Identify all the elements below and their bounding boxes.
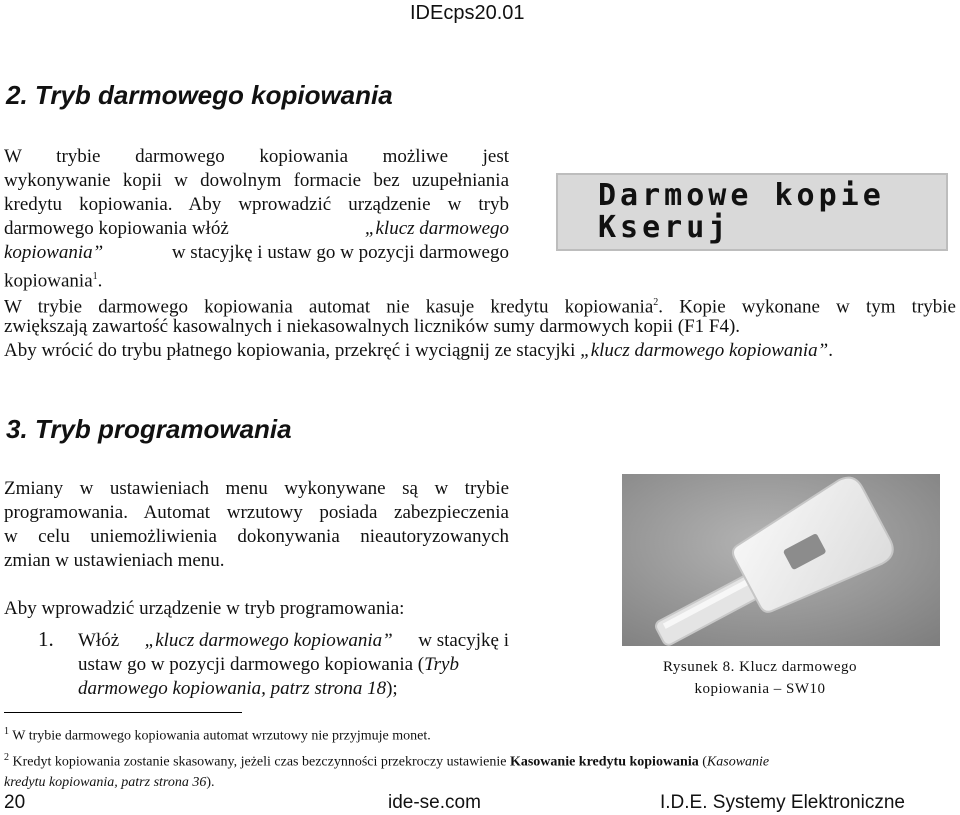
figure-caption-line1: Rysunek 8. Klucz darmowego [662, 659, 858, 675]
section-2-para1-line2: wykonywanie kopii w dowolnym formacie bez uzupełniania [4, 170, 509, 191]
section-2-para1-line3: kredytu kopiowania. Aby wprowadzić urządzenie w tryb [4, 194, 509, 215]
text-span: w stacyjkę i [418, 630, 509, 651]
section-2-para2-line2: zwiększają zawartość kasowalnych i niekasowalnych liczników sumy darmowych kopii (F1 F4). [4, 316, 741, 337]
footnote-text: W trybie darmowego kopiowania automat wrzutowy nie przyjmuje monet. [12, 728, 431, 744]
text-span: . [828, 340, 833, 361]
text-span: Włóż [78, 630, 120, 651]
text-span: kopiowania [4, 270, 93, 292]
list-item-line1 [78, 629, 509, 653]
italic-ref: kredytu kopiowania, patrz strona 36 [4, 774, 207, 790]
key-name-italic: kopiowania” [4, 242, 104, 263]
text-span: ustaw go w pozycji darmowego kopiowania ( [78, 654, 425, 675]
figure-caption-line2: kopiowania – SW10 [694, 681, 826, 697]
section-3-title: 3. Tryb programowania [6, 414, 292, 444]
key-name-italic: „klucz darmowego [364, 218, 509, 239]
footnote-text: Kredyt kopiowania zostanie skasowany, jeżeli czas bezczynności przekroczy ustawienie [12, 754, 507, 770]
text-span: w stacyjkę i ustaw go w pozycji darmowego [171, 242, 509, 263]
section-2-para1-line4 [4, 217, 509, 241]
footnote-ref-2: 2 [653, 297, 659, 308]
text-span: . Kopie wykonane w tym trybie [658, 296, 956, 318]
section-3-para1-line1: Zmiany w ustawieniach menu wykonywane są w trybie [4, 478, 509, 499]
footnote-number: 2 [4, 752, 9, 763]
document-code: IDEcps20.01 [410, 2, 525, 24]
lcd-line-1: Darmowe kopie [598, 178, 885, 213]
key-photo [622, 474, 940, 646]
italic-ref: Kasowanie [706, 754, 770, 770]
footer-company: I.D.E. Systemy Elektroniczne [660, 792, 905, 813]
key-illustration [622, 474, 940, 646]
section-2-title: 2. Tryb darmowego kopiowania [6, 80, 393, 110]
list-item-number: 1. [38, 627, 54, 651]
italic-ref: Tryb [424, 654, 459, 675]
section-2-para1-line5 [4, 241, 509, 265]
section-2-para1-line1: W trybie darmowego kopiowania możliwe jest [4, 146, 509, 167]
lcd-display [556, 173, 948, 251]
setting-name: Kasowanie kredytu kopiowania [509, 754, 699, 770]
text-span: Aby wrócić do trybu płatnego kopiowania, przekręć i wyciągnij ze stacyjki [4, 340, 576, 361]
section-2-para3 [4, 339, 833, 363]
figure-caption [640, 656, 880, 700]
text-span: darmowego kopiowania włóż [4, 218, 229, 239]
footnote-2 [4, 748, 954, 793]
footnote-divider [4, 712, 242, 713]
footer-website: ide-se.com [388, 792, 481, 813]
footnote-ref-1: 1 [92, 271, 98, 282]
section-3-para1-line4: zmian w ustawieniach menu. [4, 550, 225, 571]
text-span: ( [702, 754, 707, 770]
section-3-para1-line3: w celu uniemożliwienia dokonywania nieautoryzowanych [4, 526, 509, 547]
text-span: ). [206, 774, 215, 790]
page-number: 20 [4, 792, 26, 813]
lcd-line-2: Kseruj [598, 210, 731, 245]
section-3-para1-line2: programowania. Automat wrzutowy posiada zabezpieczenia [4, 502, 509, 523]
text-span: ); [386, 678, 398, 699]
key-name-italic: „klucz darmowego kopiowania” [144, 630, 393, 651]
italic-ref: darmowego kopiowania, patrz strona 18 [78, 678, 387, 699]
list-item-line3 [78, 677, 398, 701]
text-span: W trybie darmowego kopiowania automat nie kasuje kredytu kopiowania [4, 296, 654, 318]
list-item-line2 [78, 653, 459, 677]
section-3-para2: Aby wprowadzić urządzenie w tryb programowania: [4, 598, 405, 619]
key-name-italic: „klucz darmowego kopiowania” [580, 340, 829, 361]
footnote-1 [4, 722, 431, 747]
section-2-para1-line6: kopiowania$^1$. [4, 270, 103, 292]
footnote-number: 1 [4, 726, 9, 737]
